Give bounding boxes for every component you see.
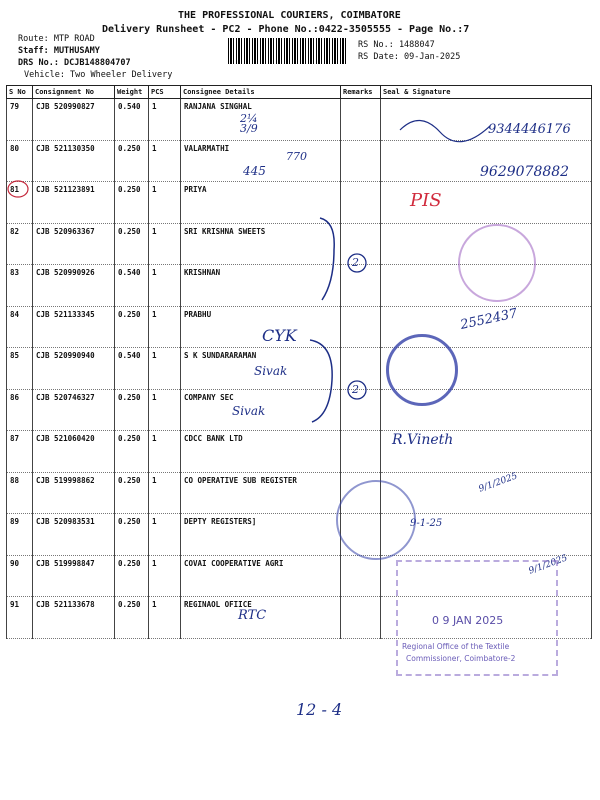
- col-sno: S No: [7, 86, 33, 99]
- round-stamp-blue: [386, 334, 458, 406]
- row-weight: 0.250: [115, 514, 149, 556]
- row-pcs: 1: [149, 223, 181, 265]
- col-consignee: Consignee Details: [181, 86, 341, 99]
- row-pcs: 1: [149, 597, 181, 639]
- row-consignee: SRI KRISHNA SWEETS: [181, 223, 341, 265]
- hw-rvineth: R.Vineth: [392, 432, 454, 448]
- hw-siva-1: Sivak: [254, 364, 288, 378]
- row-consignment: CJB 520990926: [33, 265, 115, 307]
- hw-bottom: 12 - 4: [296, 700, 343, 719]
- row-weight: 0.250: [115, 472, 149, 514]
- hw-number: 2552437: [459, 306, 519, 333]
- row-sno: 86: [7, 389, 33, 431]
- col-seal: Seal & Signature: [381, 86, 592, 99]
- round-stamp-purple: [458, 224, 536, 302]
- hw-siva-2: Sivak: [232, 404, 266, 418]
- col-weight: Weight: [115, 86, 149, 99]
- hw-date-2: 9-1-25: [410, 518, 443, 529]
- regional-office-stamp: [396, 560, 558, 676]
- row-pcs: 1: [149, 265, 181, 307]
- row-consignment: CJB 520963367: [33, 223, 115, 265]
- row-consignee: REGINAOL OFIICE: [181, 597, 341, 639]
- row-consignment: CJB 520983531: [33, 514, 115, 556]
- row-consignee: RANJANA SINGHAL: [181, 99, 341, 141]
- row-weight: 0.250: [115, 555, 149, 597]
- row-consignee: CO OPERATIVE SUB REGISTER: [181, 472, 341, 514]
- row-weight: 0.250: [115, 306, 149, 348]
- row-weight: 0.250: [115, 431, 149, 473]
- row-consignment: CJB 521123891: [33, 182, 115, 224]
- row-consignment: CJB 519998847: [33, 555, 115, 597]
- drs-number: DRS No.: DCJB148804707: [18, 58, 131, 68]
- hw-phone-1: 9344446176: [488, 122, 571, 137]
- row-weight: 0.540: [115, 348, 149, 390]
- row-sno: 90: [7, 555, 33, 597]
- row-weight: 0.250: [115, 140, 149, 182]
- stamp-date: 0 9 JAN 2025: [432, 614, 504, 627]
- row-weight: 0.250: [115, 389, 149, 431]
- route-label: Route: MTP ROAD: [18, 34, 95, 44]
- vehicle-label: Vehicle: Two Wheeler Delivery: [24, 70, 173, 80]
- row-sno: 89: [7, 514, 33, 556]
- row-consignment: CJB 521133345: [33, 306, 115, 348]
- staff-label: Staff: MUTHUSAMY: [18, 46, 100, 56]
- col-remarks: Remarks: [341, 86, 381, 99]
- runsheet-title: Delivery Runsheet - PC2 - Phone No.:0422-3505555 - Page No.:7: [102, 24, 470, 35]
- row-sno: 83: [7, 265, 33, 307]
- row-consignment: CJB 520746327: [33, 389, 115, 431]
- row-weight: 0.540: [115, 99, 149, 141]
- row-consignee: PRIYA: [181, 182, 341, 224]
- signature-line: [400, 120, 490, 141]
- row-pcs: 1: [149, 389, 181, 431]
- rs-date: RS Date: 09-Jan-2025: [358, 52, 461, 62]
- hw-date-1: 9/1/2025: [477, 471, 519, 495]
- row-sno: 91: [7, 597, 33, 639]
- hw-rtc: RTC: [238, 608, 267, 623]
- row-pcs: 1: [149, 472, 181, 514]
- row-consignee: PRABHU: [181, 306, 341, 348]
- hw-time: 2¼ 3/9: [240, 112, 258, 135]
- row-pcs: 1: [149, 348, 181, 390]
- row-pcs: 1: [149, 182, 181, 224]
- hw-phone-2: 9629078882: [480, 164, 570, 180]
- row-consignee: KRISHNAN: [181, 265, 341, 307]
- row-sno: 79: [7, 99, 33, 141]
- row-consignment: CJB 521130350: [33, 140, 115, 182]
- row-sno: 85: [7, 348, 33, 390]
- stamp-line-2: Commissioner, Coimbatore-2: [406, 654, 516, 663]
- row-consignee: VALARMATHI: [181, 140, 341, 182]
- rs-number: RS No.: 1488047: [358, 40, 435, 50]
- row-pcs: 1: [149, 306, 181, 348]
- col-consignment: Consignment No: [33, 86, 115, 99]
- row-weight: 0.540: [115, 265, 149, 307]
- row-consignee: CDCC BANK LTD: [181, 431, 341, 473]
- row-consignment: CJB 519998862: [33, 472, 115, 514]
- row-consignment: CJB 520990827: [33, 99, 115, 141]
- row-pcs: 1: [149, 431, 181, 473]
- bracket-mark: [320, 218, 334, 300]
- row-pcs: 1: [149, 99, 181, 141]
- row-sno: 84: [7, 306, 33, 348]
- hw-note-b: 770: [286, 150, 307, 163]
- bracket-mark-2: [310, 340, 332, 422]
- row-weight: 0.250: [115, 182, 149, 224]
- row-consignee: COMPANY SEC: [181, 389, 341, 431]
- row-sno: 88: [7, 472, 33, 514]
- row-consignee: COVAI COOPERATIVE AGRI: [181, 555, 341, 597]
- row-pcs: 1: [149, 140, 181, 182]
- col-pcs: PCS: [149, 86, 181, 99]
- hw-two-1: 2: [352, 256, 359, 269]
- row-consignment: CJB 521060420: [33, 431, 115, 473]
- row-pcs: 1: [149, 514, 181, 556]
- circle-81-mark: [8, 181, 28, 197]
- row-sno: 81: [7, 182, 33, 224]
- row-consignment: CJB 521133678: [33, 597, 115, 639]
- row-sno: 80: [7, 140, 33, 182]
- row-weight: 0.250: [115, 223, 149, 265]
- hw-cyk: CYK: [262, 326, 297, 345]
- row-consignee: S K SUNDARARAMAN: [181, 348, 341, 390]
- company-title: THE PROFESSIONAL COURIERS, COIMBATORE: [178, 10, 401, 21]
- stamp-line-1: Regional Office of the Textile: [402, 642, 510, 651]
- row-consignment: CJB 520990940: [33, 348, 115, 390]
- round-stamp-blue-2: [336, 480, 416, 560]
- row-consignee: DEPTY REGISTERS]: [181, 514, 341, 556]
- row-sno: 82: [7, 223, 33, 265]
- row-pcs: 1: [149, 555, 181, 597]
- hw-pis: PIS: [410, 190, 442, 211]
- row-weight: 0.250: [115, 597, 149, 639]
- hw-note-a: 445: [243, 164, 266, 178]
- row-sno: 87: [7, 431, 33, 473]
- hw-two-2: 2: [352, 383, 359, 396]
- hw-date-3: 9/1/2025: [527, 553, 569, 577]
